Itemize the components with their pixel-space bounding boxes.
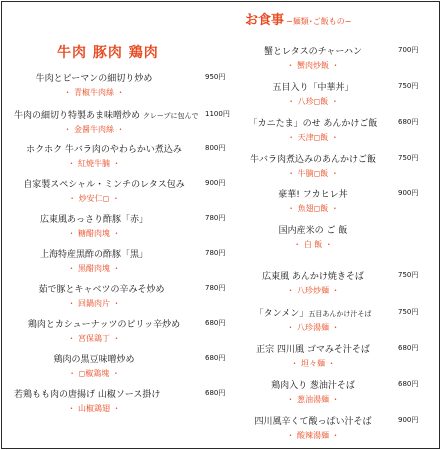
item-name [14,177,194,190]
item-price: 780円 [205,284,226,292]
item-price: 900円 [398,416,419,424]
item-name-text: 上海特産黒酢の酢豚「黒」 [39,250,148,260]
item-name [14,352,174,365]
item-name-text: 豪華! フカヒレ丼 [278,190,348,200]
item-name-text: 国内産米の ご 飯 [278,226,348,236]
item-price: 680円 [205,389,226,397]
item-note: 五目あんかけ汁そば [308,310,372,318]
item-chinese-name: ・ 糖醋肉塊 ・ [67,229,121,238]
item-name [233,80,393,93]
item-name [233,116,393,129]
item-price: 750円 [398,271,419,279]
item-name-text: ホクホク 牛バラ肉のやわらかい煮込み [26,145,182,155]
item-chinese-name: ・ 魚翅◻飯 ・ [287,204,339,213]
item-price: 750円 [398,154,419,162]
item-name-text: 「カニたま」のせ あんかけご飯 [248,119,378,129]
right-section-subtitle: −麺類･ご飯もの− [286,17,352,26]
item-name [14,212,174,225]
item-name [233,269,393,282]
item-price: 750円 [398,308,419,316]
item-name-text: 茹で豚とキャベツの辛みそ炒め [38,285,165,295]
item-name-text: 自家製スペシャル・ミンチのレタス包み [23,180,185,190]
item-price: 800円 [205,144,226,152]
item-name [233,44,393,57]
item-name [14,387,199,400]
item-price: 950円 [205,73,226,81]
item-price: 680円 [205,354,226,362]
item-name [14,71,174,84]
item-chinese-name: ・ 天津◻飯 ・ [287,133,339,142]
item-name [14,282,189,295]
item-name-text: 「タンメン」 [254,309,309,319]
item-price: 700円 [398,46,419,54]
item-chinese-name: ・ 八珍◻飯 ・ [287,97,339,106]
item-price: 680円 [205,319,226,327]
item-name [233,187,393,200]
item-name-text: 正宗 四川風 ゴマみそ汁そば [256,345,370,355]
item-note: クレープに包んで [142,112,199,120]
item-price: 900円 [205,179,226,187]
item-name-text: 牛肉とピーマンの細切り炒め [35,74,153,84]
item-price: 680円 [398,344,419,352]
item-chinese-name: ・ 八珍湯麺 ・ [286,323,340,332]
item-name-text: 鶏肉の黒豆味噌炒め [53,355,135,365]
item-chinese-name: ・ 白 飯 ・ [293,240,333,249]
item-name [233,342,393,355]
item-chinese-name: ・ 炒安仁◻ ・ [68,194,120,203]
item-name [233,306,393,319]
item-chinese-name: ・ 紅焼牛腩 ・ [67,159,121,168]
item-price: 680円 [398,380,419,388]
item-name [14,108,204,121]
item-name-text: 牛肉の細切り特製あま味噌炒め [14,111,141,121]
item-name [14,142,194,155]
item-chinese-name: ・ 青椒牛肉絲 ・ [63,88,125,97]
item-chinese-name: ・ 金醤牛肉絲 ・ [63,125,125,134]
left-section-title: 牛肉 豚肉 鶏肉 [57,45,159,61]
item-price: 780円 [205,249,226,257]
item-name [233,414,393,427]
item-chinese-name: ・ 酸辣湯麺 ・ [286,431,340,440]
right-section-title [245,9,351,28]
item-chinese-name: ・ 八珍炒麺 ・ [286,286,340,295]
item-name-text: 広東風あっさり酢豚「赤」 [40,215,148,225]
item-chinese-name: ・ ◻椒鶏塊 ・ [68,369,120,378]
item-name [233,152,393,165]
item-price: 780円 [205,214,226,222]
item-name-text: 牛バラ肉煮込みのあんかけご飯 [249,155,376,165]
right-section-title-main: お食事 [245,13,285,28]
item-name [14,247,174,260]
item-name [233,378,393,391]
item-name-text: 五目入り「中華丼」 [272,83,354,93]
item-name-text: 広東風 あんかけ焼きそば [262,272,364,282]
item-chinese-name: ・ 黒醋肉塊 ・ [67,264,121,273]
item-price: 680円 [398,118,419,126]
item-name [14,317,194,330]
item-chinese-name: ・ 牛腩◻飯 ・ [287,169,339,178]
item-price: 900円 [398,189,419,197]
item-chinese-name: ・ 葱油湯麺 ・ [286,395,340,404]
item-chinese-name: ・ 山椒鶏翅 ・ [67,404,121,413]
item-name-text: 鶏肉とカシューナッツのピリッ辛炒め [27,320,181,330]
item-name-text: 蟹とレタスのチャーハン [264,47,362,57]
item-name-text: 鶏肉入り 葱油汁そば [271,381,355,391]
item-price: 1100円 [205,110,230,118]
item-name-text: 若鶏もも肉の唐揚げ 山椒ソース掛け [14,390,161,400]
item-price: 750円 [398,82,419,90]
item-chinese-name: ・ 回鍋肉片 ・ [67,299,121,308]
item-name [233,223,393,236]
item-chinese-name: ・ 蟹肉炒飯 ・ [286,61,340,70]
item-chinese-name: ・ 宮保鶏丁 ・ [67,334,121,343]
item-chinese-name: ・ 坦々麺 ・ [290,359,336,368]
item-name-text: 四川風辛くて酸っぱい汁そば [254,417,372,427]
